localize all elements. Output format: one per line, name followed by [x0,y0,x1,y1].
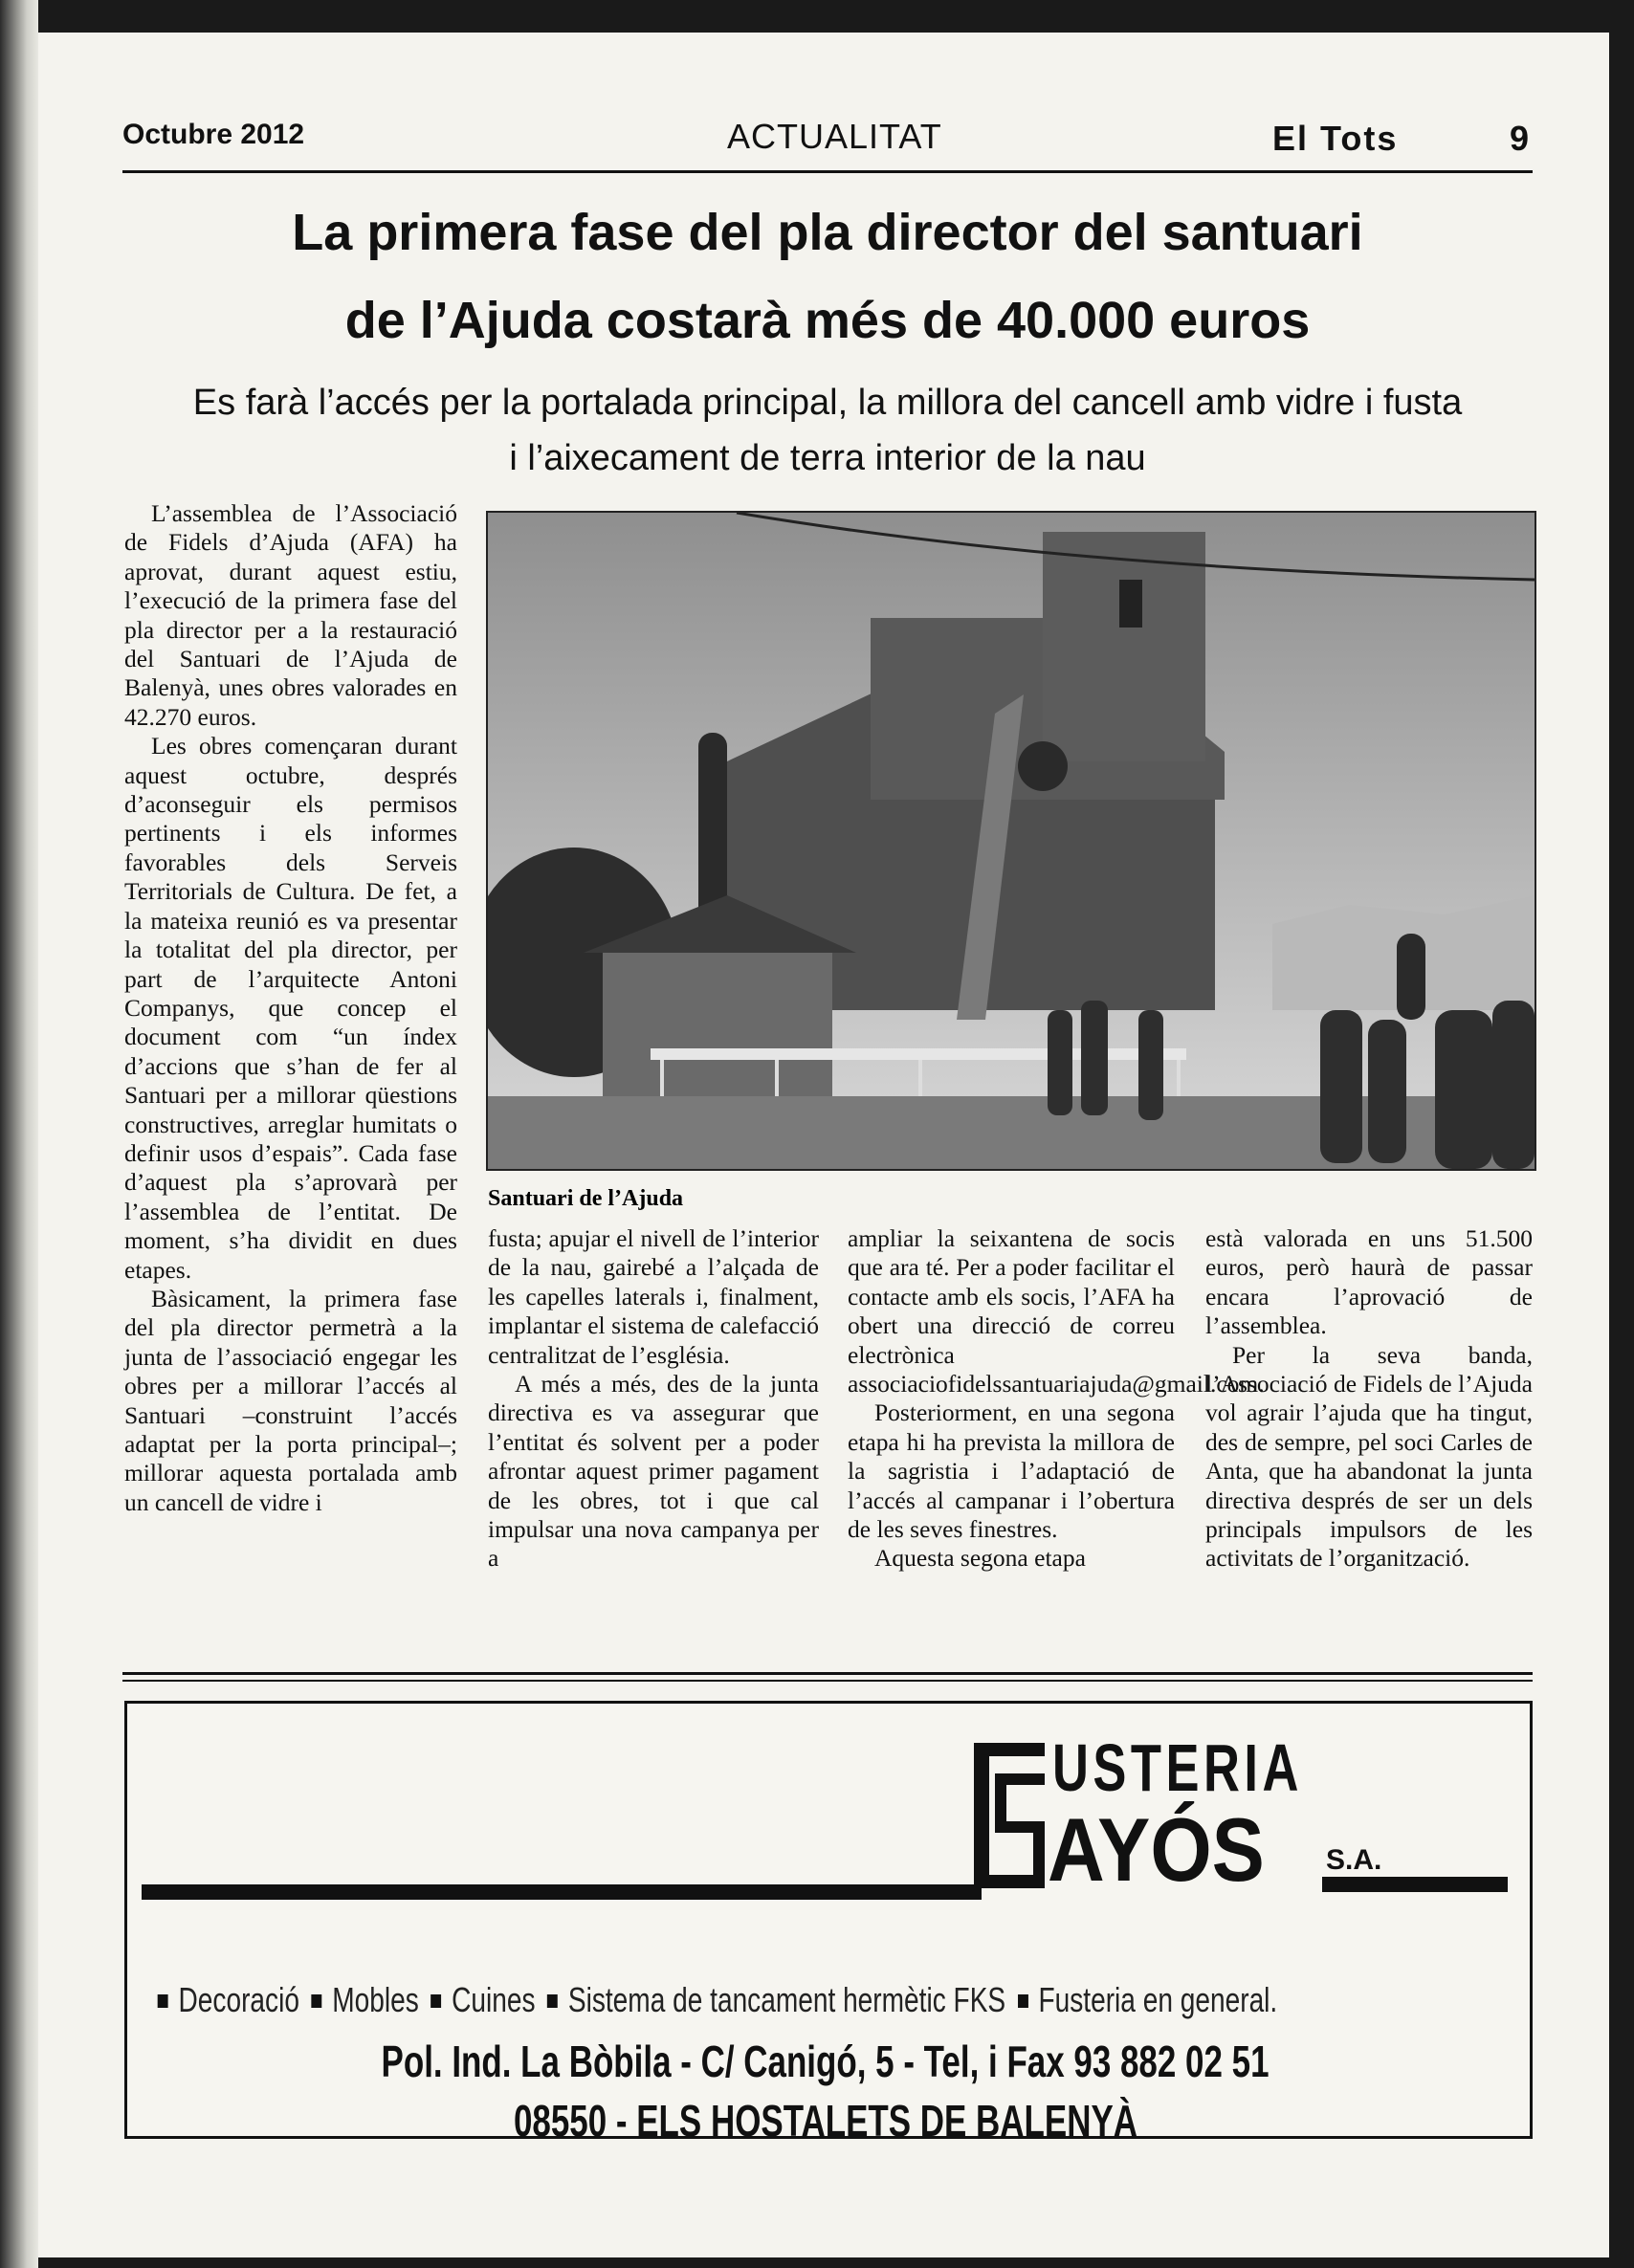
logo-text-sa: S.A. [1326,1844,1382,1876]
service-item: Mobles [332,1980,419,2019]
photo-caption: Santuari de l’Ajuda [488,1186,684,1211]
bullet-icon [311,1994,321,2008]
ad-services-list [153,1980,1277,2020]
issue-date: Octubre 2012 [122,119,305,150]
ad-address-line-1 [124,2036,1527,2087]
headline-line-1: La primera fase del pla director del santuari [292,204,1363,261]
logo-text-fusteria: USTERIA [1052,1730,1303,1805]
ad-separator-rule [122,1680,1533,1682]
publication-name: El Tots [1272,119,1399,158]
paragraph: està valorada en uns 51.500 euros, però haurà de passar encara l’aprovació de l’assemblea. [1205,1224,1533,1340]
paragraph: L’assemblea de l’Associació de Fidels d’Ajuda (AFA) ha aprovat, durant aquest estiu, l’execució de la primera fase del pla director per a la restauració del Santuari de l’Ajuda de Balenyà, unes obres valorades en 42.270 euros. [124,499,457,731]
paragraph: Les obres començaran durant aquest octubre, després d’aconseguir els permisos pertinents i els informes favorables dels Serveis Territorials de Cultura. De fet, a la mateixa reunió es va presentar la totalitat del pla director, per part de l’arquitecte Antoni Companys, que concep el document com “un índex d’accions que s’han de fer al Santuari per a millorar qüestions constructives, arreglar humitats o definir usos d’espais”. Cada fase d’aquest pla s’aprovarà per l’assemblea de l’entitat. De moment, s’ha dividit en dues etapes. [124,732,457,1284]
santuari-photo [486,511,1536,1171]
ad-address-text: Pol. Ind. La Bòbila - C/ Canigó, 5 - Tel, i Fax 93 882 02 51 [381,2037,1270,2086]
bullet-icon [547,1994,558,2008]
logo-text-sayos: AYÓS [1048,1799,1265,1900]
article-column-1 [124,499,457,1517]
service-item: Fusteria en general. [1038,1980,1278,2019]
ad-address-text: 08550 - ELS HOSTALETS DE BALENYÀ [513,2096,1138,2146]
service-item: Cuines [452,1980,536,2019]
paragraph: ampliar la seixantena de socis que ara té. Per a poder facilitar el contacte amb els socis, l’AFA ha obert una direcció de correu electrònica associaciofidelssantuariajuda@gmail.com. [848,1224,1265,1398]
subheadline-line-1: Es farà l’accés per la portalada principal, la millora del cancell amb vidre i fusta [192,383,1463,423]
paragraph: Per la seva banda, l’Associació de Fidels de l’Ajuda vol agrair l’ajuda que ha tingut, des de sempre, pel soci Carles de Anta, que ha abandonat la junta directiva després de ser un dels principals impulsors de les activitats de l’organització. [1205,1340,1533,1573]
section-title: ACTUALITAT [727,117,942,156]
logo-underline [142,1884,982,1900]
article-column-3 [848,1224,1265,1574]
binding-spine [0,0,38,2268]
page-number: 9 [1510,119,1530,158]
paragraph: Aquesta segona etapa [874,1544,1086,1573]
paragraph: Bàsicament, la primera fase del pla director permetrà a la junta de l’associació engegar les obres per a millorar l’accés al Santuari –construint l’accés adaptat per la porta principal–; millorar aquesta portalada amb un cancell de vidre i [124,1284,457,1516]
subheadline-line-2: i l’aixecament de terra interior de la nau [509,438,1146,478]
bullet-icon [158,1994,168,2008]
headline-line-2: de l’Ajuda costarà més de 40.000 euros [344,292,1311,349]
article-column-4 [1205,1224,1533,1574]
bullet-icon [1018,1994,1028,2008]
header-rule [122,170,1533,173]
paragraph: Posteriorment, en una segona etapa hi ha prevista la millora de la sagristia i l’adaptació de l’accés al campanar i l’obertura de les seves finestres. [848,1398,1175,1544]
ad-separator-rule [122,1672,1533,1675]
service-item: Sistema de tancament hermètic FKS [567,1980,1006,2019]
ad-address-line-2 [124,2095,1527,2147]
bullet-icon [431,1994,441,2008]
service-item: Decoració [178,1980,299,2019]
article-column-2 [488,1224,819,1574]
logo-underline [1322,1877,1508,1892]
paragraph: A més a més, des de la junta directiva es va assegurar que l’entitat és solvent per a poder afrontar aquest primer pagament de les obres, tot i que cal impulsar una nova campanya per a [488,1370,819,1573]
paragraph: fusta; apujar el nivell de l’interior de la nau, gairebé a l’alçada de les capelles laterals i, finalment, implantar el sistema de calefacció centralitzat de l’església. [488,1224,819,1369]
fusteria-sayos-logo-icon [966,1735,1052,1898]
